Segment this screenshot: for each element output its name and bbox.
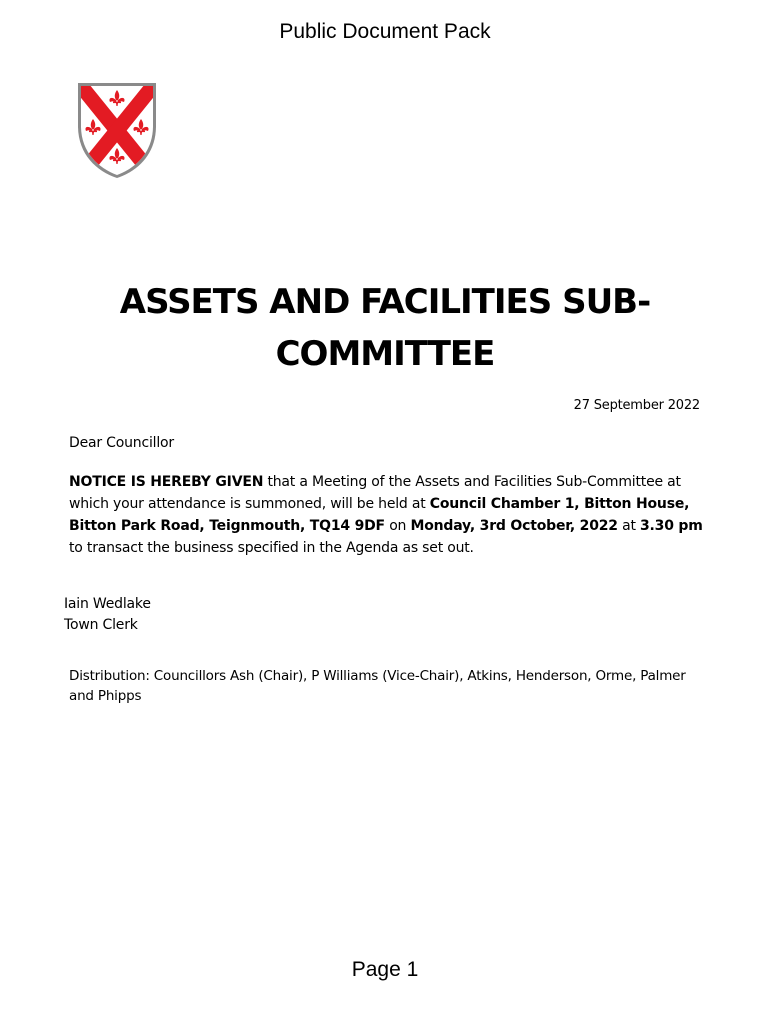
shield-saltire-fleur-de-lis-icon [76, 82, 158, 178]
notice-text-1: that a Meeting of the Assets and Facilities Sub-Committee at which your attendance is summoned, will be held at [69, 474, 681, 512]
committee-title-line-2: COMMITTEE [275, 334, 495, 374]
salutation: Dear Councillor [69, 435, 174, 451]
distribution-list: Distribution: Councillors Ash (Chair), P Williams (Vice-Chair), Atkins, Henderson, Orme, Palmer and Phipps [69, 668, 686, 704]
meeting-venue: Council Chamber 1, Bitton House, Bitton Park Road, Teignmouth, TQ14 9DF [69, 496, 690, 534]
meeting-notice [69, 471, 709, 559]
notice-text-2: on [384, 518, 411, 534]
committee-title [60, 276, 710, 380]
signoff [64, 594, 151, 636]
page-number: Page 1 [351, 958, 419, 981]
meeting-time: 3.30 pm [640, 518, 703, 534]
notice-lead: NOTICE IS HEREBY GIVEN [69, 474, 264, 490]
letter-date: 27 September 2022 [573, 398, 700, 413]
signatory-role: Town Clerk [64, 617, 138, 633]
notice-text-3: at [617, 518, 641, 534]
document-header: Public Document Pack [279, 20, 491, 43]
signatory-name: Iain Wedlake [64, 596, 151, 612]
meeting-date: Monday, 3rd October, 2022 [410, 518, 618, 534]
committee-title-line-1: ASSETS AND FACILITIES SUB- [119, 282, 651, 322]
notice-text-4: to transact the business specified in the Agenda as set out. [69, 540, 474, 556]
